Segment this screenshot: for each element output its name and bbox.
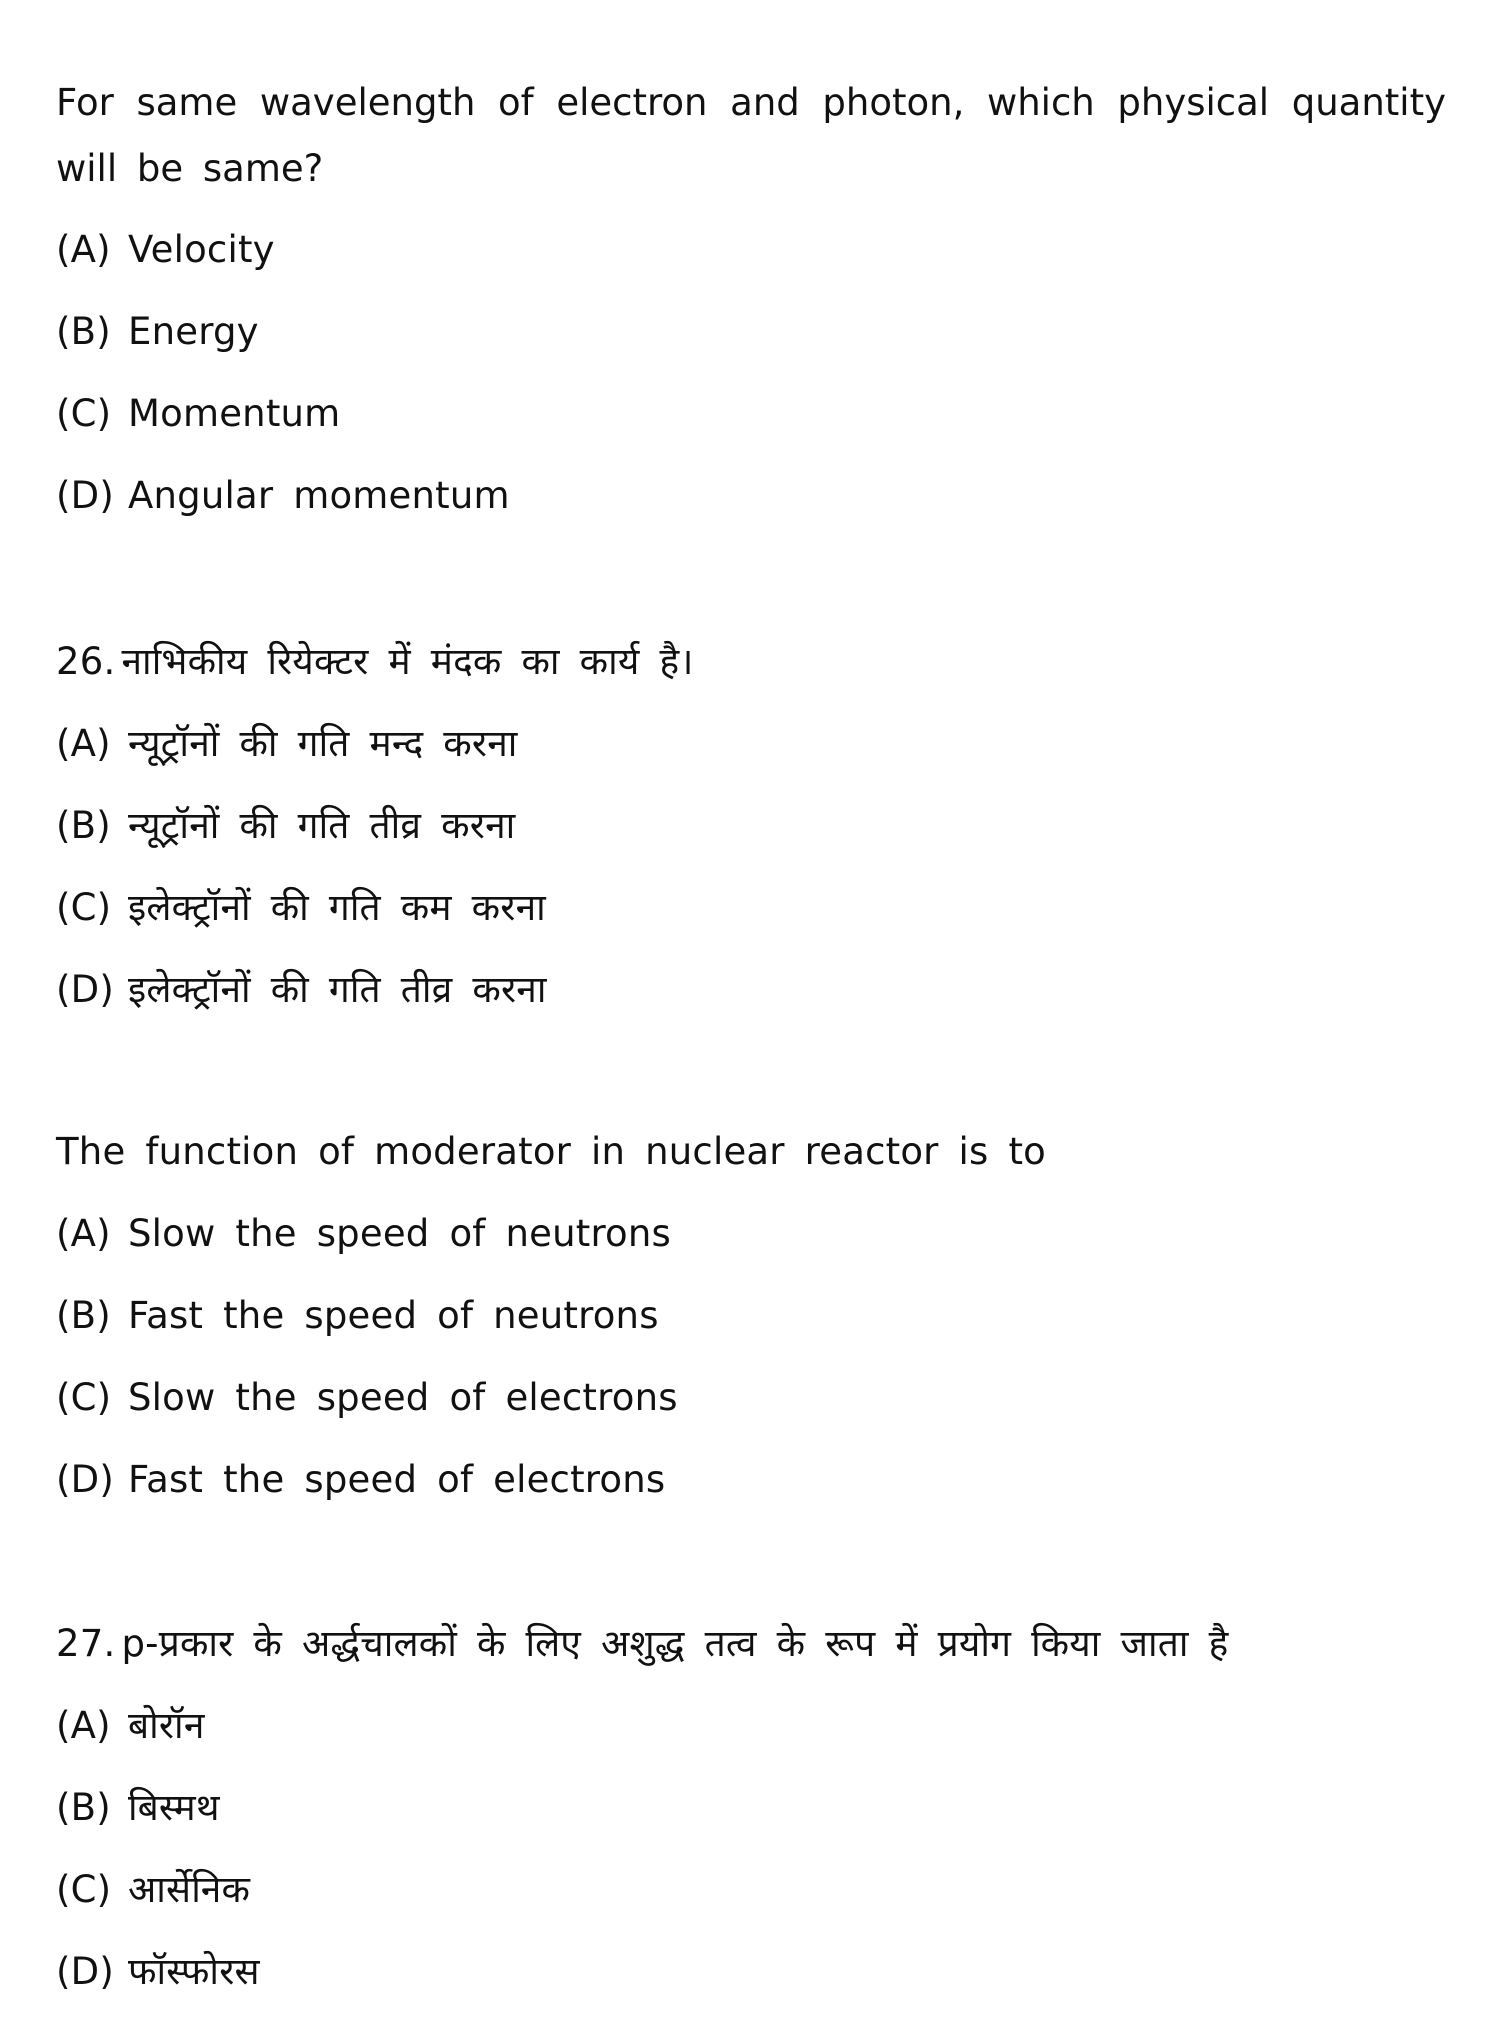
- question-25-option-b: [56, 310, 259, 354]
- question-25-option-a: [56, 228, 275, 272]
- option-label: (C): [56, 1376, 112, 1419]
- option-label: (D): [56, 1950, 114, 1993]
- option-text: इलेक्ट्रॉनों की गति कम करना: [128, 886, 546, 929]
- question-26-english-option-d: [56, 1458, 665, 1502]
- option-text: इलेक्ट्रॉनों की गति तीव्र करना: [128, 968, 547, 1011]
- option-label: (C): [56, 1868, 112, 1911]
- option-label: (B): [56, 1294, 111, 1337]
- option-label: (B): [56, 1786, 111, 1829]
- question-number: 27.: [56, 1622, 116, 1665]
- question-25-option-c: [56, 392, 340, 436]
- option-label: (B): [56, 804, 111, 847]
- question-26-hindi-option-d: [56, 968, 547, 1012]
- question-26-hindi-text: [56, 640, 694, 684]
- option-label: (A): [56, 228, 111, 271]
- option-label: (B): [56, 310, 111, 353]
- option-label: (D): [56, 474, 114, 517]
- option-text: न्यूट्रॉनों की गति मन्द करना: [128, 722, 518, 765]
- option-text: Slow the speed of neutrons: [128, 1212, 672, 1255]
- question-26-english-option-c: [56, 1376, 678, 1420]
- question-number: 26.: [56, 640, 116, 683]
- option-text: Fast the speed of electrons: [128, 1458, 666, 1501]
- option-text: Slow the speed of electrons: [128, 1376, 678, 1419]
- option-text: फॉस्फोरस: [128, 1950, 260, 1993]
- option-text: Momentum: [128, 392, 341, 435]
- option-label: (A): [56, 1212, 111, 1255]
- option-label: (D): [56, 968, 114, 1011]
- option-text: बिस्मथ: [128, 1786, 220, 1829]
- option-label: (D): [56, 1458, 114, 1501]
- question-25-english-text: For same wavelength of electron and photon, which physical quantity will be same?: [56, 81, 1446, 190]
- question-27-hindi-text: [56, 1622, 1228, 1666]
- question-26-english-option-a: [56, 1212, 671, 1256]
- option-label: (C): [56, 392, 112, 435]
- question-text: नाभिकीय रियेक्टर में मंदक का कार्य है।: [121, 640, 694, 683]
- question-27-hindi-option-b: [56, 1786, 220, 1830]
- question-27-hindi-option-c: [56, 1868, 250, 1912]
- option-label: (A): [56, 722, 111, 765]
- option-text: Energy: [128, 310, 259, 353]
- question-26-hindi-option-b: [56, 804, 515, 848]
- question-27-hindi-option-d: [56, 1950, 260, 1994]
- question-26-english-text: The function of moderator in nuclear reactor is to: [56, 1130, 1047, 1173]
- question-text: p-प्रकार के अर्द्धचालकों के लिए अशुद्ध तत्व के रूप में प्रयोग किया जाता है: [121, 1622, 1229, 1665]
- option-text: न्यूट्रॉनों की गति तीव्र करना: [128, 804, 516, 847]
- question-25-option-d: [56, 474, 510, 518]
- option-text: Fast the speed of neutrons: [128, 1294, 659, 1337]
- option-text: Angular momentum: [128, 474, 510, 517]
- question-26-hindi-option-c: [56, 886, 546, 930]
- question-26-english-option-b: [56, 1294, 659, 1338]
- question-27-hindi-option-a: [56, 1704, 205, 1748]
- option-label: (A): [56, 1704, 111, 1747]
- option-label: (C): [56, 886, 112, 929]
- option-text: बोरॉन: [128, 1704, 205, 1747]
- question-26-hindi-option-a: [56, 722, 518, 766]
- option-text: Velocity: [128, 228, 275, 271]
- option-text: आर्सेनिक: [128, 1868, 251, 1911]
